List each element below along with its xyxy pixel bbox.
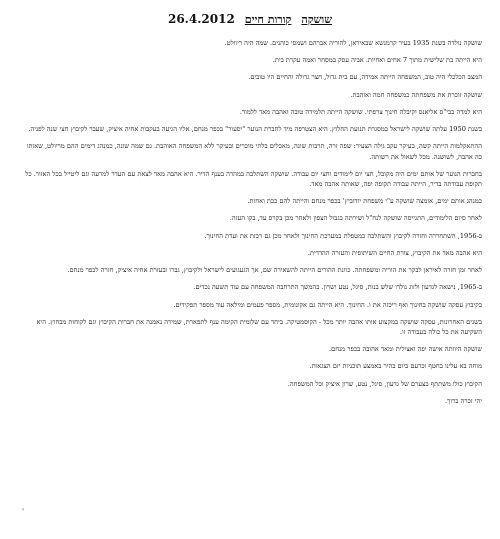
paragraph: כמנהג אותם ימים, אומצה שושקה ע"י משפחת יודוביץ' בכפר מנחם והייתה להם כבת ואחות. bbox=[247, 197, 482, 206]
paragraph: בקיבוץ עסקה שושקה בחינוך ואף ריכזה את ו. החינוך. היא הייתה גם אקונומית, מספר פעמים ומילאה עוד מספר תפקידים. bbox=[173, 300, 482, 309]
paragraph: הקיבוץ כולו משתתף בצערם של גדעון, סיגל, נטע, שרון איציק וכל המשפחה. bbox=[287, 379, 482, 388]
paragraph: ב-1956, השתחררה וחזרה לקיבוץ והשתלבה כמטפלת במערכת החינוך ולאחר מכן גם רכזת את ועדת החינוך. bbox=[204, 231, 482, 240]
header-name: שושקה bbox=[301, 13, 333, 26]
margin-mark: י bbox=[22, 506, 25, 515]
header-title: קורות חיים bbox=[244, 13, 292, 26]
paragraph: שושקה היוותה אישה יפה ואצילית ומאד אהובה בכפר מנחם. bbox=[329, 345, 482, 354]
paragraph: לאחר סיום הלימודים, התגייסה שושקה לנח"ל ושירתה בגבול הצפון ולאחר מכן בקרס עד, בקו העזה. bbox=[229, 214, 482, 223]
paragraph: ההתאקלמות הייתה קשה, בעיקר עקב גילה הצעיר: שפה זרה, תרבות שונה, מאכלים בלתי מוכרים ובעיקר ללא המשפחה האוהבת. גם שמה שונה, כמנהג דימים ההם מריולט, שאותו כה אהבה, לשושנה. מכל לשאול את רשותה. bbox=[26, 142, 482, 161]
paragraph: שושקה נולדה בשנת 1935 בעיר קרמנשא שבאיראן, להוריה אברהם ושמסי כוהנים. שמה היה ריוולט. bbox=[224, 39, 482, 47]
paragraph: היא אהבה מאד את הקיבוץ, צורת החיים השיתופית והעזרה ההדדית. bbox=[307, 248, 482, 257]
document-header bbox=[18, 12, 482, 26]
paragraph: שושקה זוכרת את משפחתה כמשפחה חמה ואוהבת. bbox=[350, 90, 482, 99]
paragraph: בחברות הנוער של אותם ימים היה מקובל, חצי יום לימודים וחצי יום עבודה. שושקה השתלבה במהרה בענף הדיר. היא אהבה מאד לצאת עם העדר למרעה וגם ליטייל בכל האזור. כל תקופת עבודתה בדיר, הייתה עבודה תקופה יפה, שאותה אהבה מאד. bbox=[25, 169, 482, 188]
paragraph: בשנת 1950 עלתה שושקה לישראל במסגרת תנועת החלוץ. היא הצטרפה מיד לחברת הנוער "יסעור" בכפר מנחם, אליו הגיעה בעקבות אחיה איציק, שעבר לקיבוץ חצי שנה לפניה. bbox=[28, 125, 482, 134]
paragraph: לאחר זמן חזרה לאיראן לבקר את הוריה ומשפחתה. כוונת ההורים הייתה להשאירה שם, אך הגעגועים לישראל ולקיבוץ, גברו ובעזרת אחיה איציק, חזרה לכפר מנחם. bbox=[67, 266, 482, 275]
paragraph: המצב הכלכלי היה טוב, המשפחה הייתה אמידה, עם בית גדול, חצר גדולה והחיים היו טובים. bbox=[248, 73, 482, 82]
document-body bbox=[18, 38, 482, 406]
paragraph: בשנים האחרונות, עסקה שושקה במקצוע אותו אהבה יותר מכל - הקוסמטיקה. ביחד עם שלומית הקימה ענף לתפארת, שמירה נאמנה את חברות הקיבוץ וגם לקוחות מבחוץ. היא השקיעה את כל כולה בעבודה זו. bbox=[36, 317, 482, 336]
paragraph: מוחה בא עלינו בחטף וכרעם ביום בהיר באמצע תוכניות יזם הצגאות. bbox=[309, 362, 482, 371]
paragraph: ב-1965, נישאה לגדעון ולזוג נולדו שלש בנות, סיגל, נטע ושרון. בהמשך התרחבה המשפחה עם עוד תשעה נכדים. bbox=[193, 283, 482, 292]
paragraph: היא למדה בבי"ס אליאנס וקיבלה חינוך צרפתי. שושקה הייתה תלמידה טובה ואהבה מאד ללמוד. bbox=[239, 107, 482, 116]
header-date: 26.4.2012 bbox=[167, 12, 235, 26]
paragraph: היא הייתה בת שלישית מתוך 7 אחים ואחיות. אביה עסק במסחר ואמה עקרת בית. bbox=[272, 56, 482, 65]
closing-line: יהי זכרה ברוך. bbox=[445, 396, 482, 405]
